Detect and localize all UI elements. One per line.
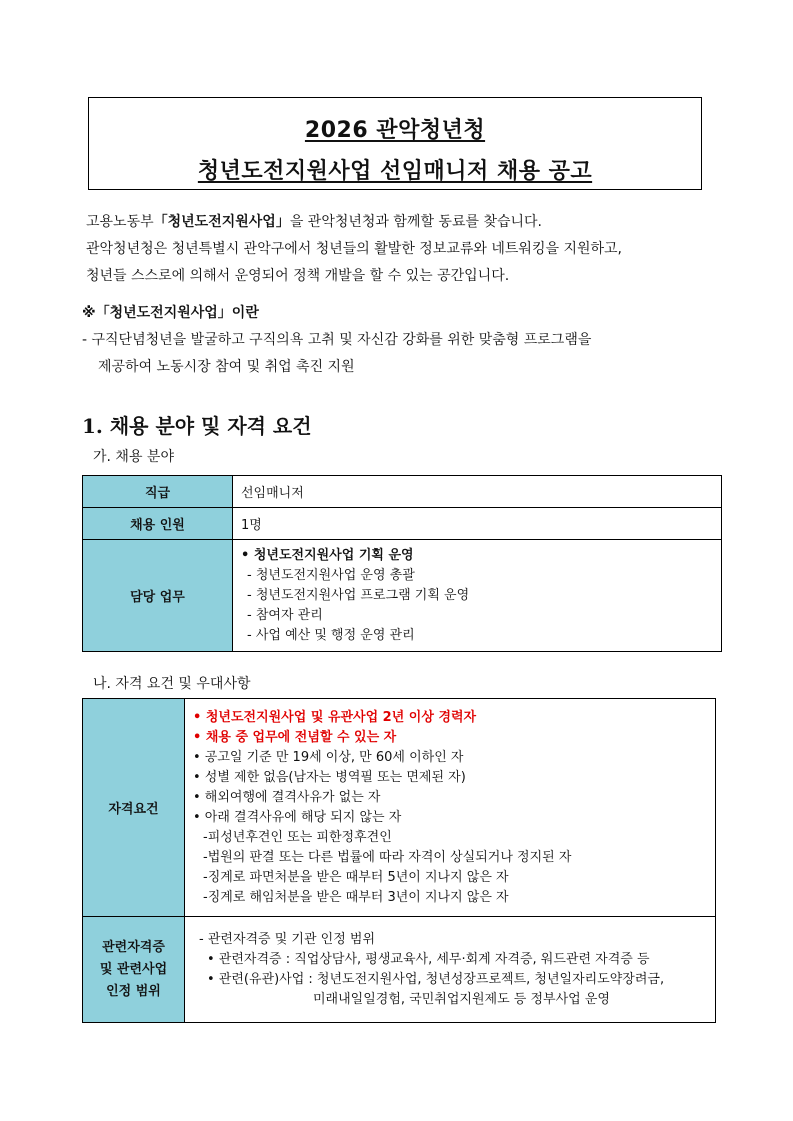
related-scope-cell [185, 917, 716, 1023]
table-value-cell: 1명 [233, 508, 722, 540]
table-label-cell [83, 917, 185, 1023]
note-line-2: 제공하여 노동시장 참여 및 취업 촉진 지원 [98, 359, 355, 375]
table-label-cell: 담당 업무 [83, 540, 233, 652]
title-box [88, 97, 702, 190]
list-item: -징계로 해임처분을 받은 때부터 3년이 지나지 않은 자 [203, 889, 509, 905]
intro-line-1-bold: 「청년도전지원사업」 [153, 214, 290, 230]
intro-line-1-pre: 고용노동부 [86, 214, 154, 230]
intro-line-3: 청년들 스스로에 의해서 운영되어 정책 개발을 할 수 있는 공간입니다. [86, 268, 510, 284]
list-item: • 청년도전지원사업 기획 운영 [241, 547, 414, 563]
list-item: • 청년도전지원사업 및 유관사업 2년 이상 경력자 [193, 709, 477, 725]
duty-cell [233, 540, 722, 652]
table-row [83, 508, 722, 540]
list-item: • 공고일 기준 만 19세 이상, 만 60세 이하인 자 [193, 749, 464, 765]
intro-line-2: 관악청년청은 청년특별시 관악구에서 청년들의 활발한 정보교류와 네트워킹을 지원하고, [86, 241, 622, 257]
recruitment-field-table [82, 475, 722, 652]
subsection-title-a: 가. 채용 분야 [93, 449, 174, 465]
qualification-table [82, 698, 716, 1023]
table-label-cell: 채용 인원 [83, 508, 233, 540]
list-item: - 청년도전지원사업 프로그램 기획 운영 [247, 587, 470, 603]
table-row [83, 540, 722, 652]
table-label-cell: 직급 [83, 476, 233, 508]
list-item: • 성별 제한 없음(남자는 병역필 또는 면제된 자) [193, 769, 466, 785]
section-title: 1. 채용 분야 및 자격 요건 [82, 414, 312, 438]
subsection-title-b: 나. 자격 요건 및 우대사항 [93, 676, 251, 692]
intro-paragraph [86, 209, 726, 290]
note-heading: ※「청년도전지원사업」이란 [82, 305, 259, 321]
list-item: • 관련자격증 : 직업상담사, 평생교육사, 세무·회계 자격증, 워드관련 자격증 등 [207, 951, 650, 967]
label-line: 및 관련사업 [99, 961, 168, 977]
label-line: 인정 범위 [106, 983, 161, 999]
title-line-1: 2026 관악청년청 [304, 118, 486, 143]
list-item: 미래내일일경험, 국민취업지원제도 등 정부사업 운영 [313, 991, 610, 1007]
title-line-2: 청년도전지원사업 선임매니저 채용 공고 [197, 159, 593, 184]
table-row [83, 699, 716, 917]
note-line-1: - 구직단념청년을 발굴하고 구직의욕 고취 및 자신감 강화를 위한 맞춤형 프로그램을 [82, 332, 592, 348]
list-item: • 관련(유관)사업 : 청년도전지원사업, 청년성장프로젝트, 청년일자리도약장려금, [207, 971, 665, 987]
list-item: • 해외여행에 결격사유가 없는 자 [193, 789, 381, 805]
intro-line-1-post: 을 관악청년청과 함께할 동료를 찾습니다. [289, 214, 542, 230]
table-label-cell: 자격요건 [83, 699, 185, 917]
list-item: - 참여자 관리 [247, 607, 323, 623]
program-note [82, 300, 732, 381]
list-item: - 사업 예산 및 행정 운영 관리 [247, 627, 415, 643]
list-item: - 청년도전지원사업 운영 총괄 [247, 567, 415, 583]
table-value-cell: 선임매니저 [233, 476, 722, 508]
list-item: -징계로 파면처분을 받은 때부터 5년이 지나지 않은 자 [203, 869, 509, 885]
qualification-cell [185, 699, 716, 917]
intro-line-1 [86, 209, 726, 236]
list-item: -법원의 판결 또는 다른 법률에 따라 자격이 상실되거나 정지된 자 [203, 849, 572, 865]
list-item: • 아래 결격사유에 해당 되지 않는 자 [193, 809, 402, 825]
table-row [83, 476, 722, 508]
table-row [83, 917, 716, 1023]
label-line: 관련자격증 [102, 939, 165, 955]
list-item: - 관련자격증 및 기관 인정 범위 [199, 931, 376, 947]
list-item: • 채용 중 업무에 전념할 수 있는 자 [193, 729, 397, 745]
list-item: -피성년후견인 또는 피한정후견인 [203, 829, 392, 845]
